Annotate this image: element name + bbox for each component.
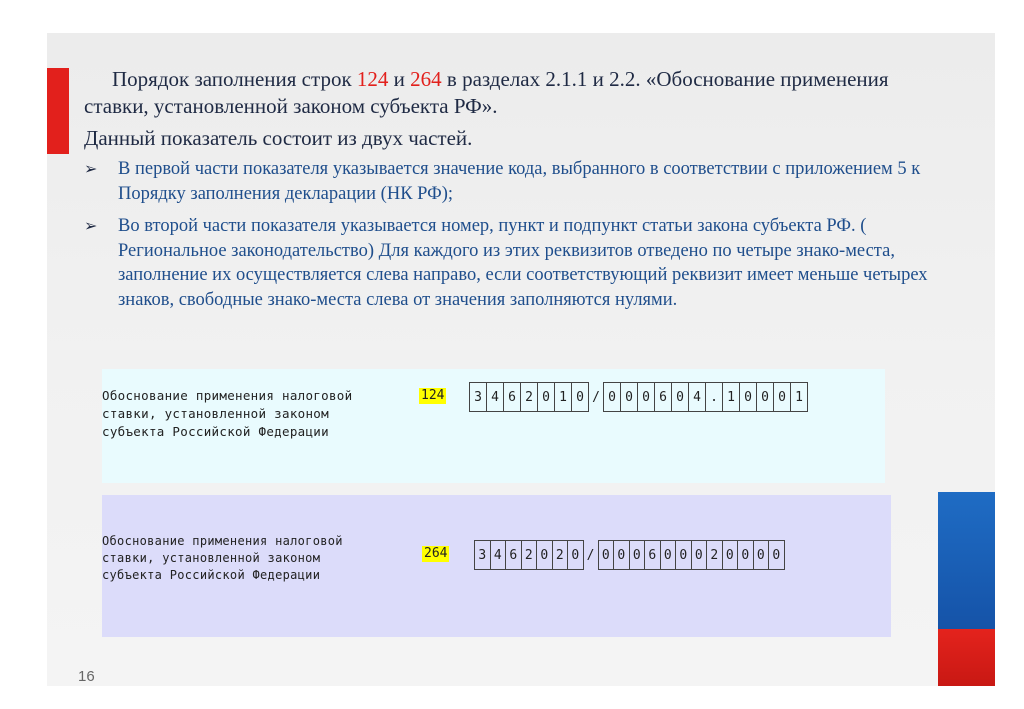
- intro-text: Данный показатель состоит из двух частей.: [84, 126, 473, 150]
- right-red-accent-bar: [938, 629, 995, 686]
- form-label-line: Обоснование применения налоговой: [102, 388, 353, 403]
- arrow-bullet-icon: ➢: [84, 159, 98, 178]
- digit-cell: 1: [555, 383, 572, 411]
- form-label-line: субъекта Российской Федерации: [102, 424, 329, 439]
- form-cells: [474, 540, 785, 570]
- digit-cell: 0: [638, 383, 655, 411]
- code-part-cells: [469, 382, 589, 412]
- digit-cell: 4: [491, 541, 507, 569]
- form-label: [102, 533, 343, 584]
- digit-cell: 2: [521, 383, 538, 411]
- line-code-badge: 124: [421, 388, 445, 403]
- form-label-line: Обоснование применения налоговой: [102, 534, 343, 548]
- form-example-264: [102, 495, 891, 637]
- title-text-part2: в разделах 2.1.1 и 2.2. «Обоснование применения ставки, установленной законом субъекта РФ».: [84, 67, 889, 118]
- digit-cell: 0: [571, 547, 580, 563]
- bullet-item: [84, 157, 954, 206]
- law-part-cells: [603, 382, 808, 412]
- digit-cell: 6: [504, 383, 521, 411]
- digit-cell: 0: [614, 541, 630, 569]
- form-cells: [469, 382, 808, 412]
- digit-cell: 0: [676, 541, 692, 569]
- digit-cell: 0: [774, 383, 791, 411]
- digit-cell: 4: [689, 383, 706, 411]
- digit-cell: 0: [661, 541, 677, 569]
- digit-cell: 6: [506, 541, 522, 569]
- line-code-badge: 264: [424, 546, 448, 561]
- title-text-part1: Порядок заполнения строк: [112, 67, 357, 91]
- digit-cell: 0: [630, 541, 646, 569]
- page-number: 16: [78, 668, 95, 685]
- form-label: [102, 387, 352, 441]
- digit-cell: 6: [645, 541, 661, 569]
- form-label-line: ставки, установленной законом: [102, 551, 321, 565]
- digit-cell: 0: [754, 541, 770, 569]
- title-line-number-124: 124: [356, 67, 389, 91]
- digit-cell: 0: [538, 383, 555, 411]
- digit-cell: 1: [723, 383, 740, 411]
- bullet-item: [84, 214, 954, 312]
- digit-cell: 0: [757, 383, 774, 411]
- digit-cell: 6: [655, 383, 672, 411]
- title-line-number-264: 264: [410, 67, 442, 91]
- right-blue-accent-bar: [938, 492, 995, 629]
- bullet-text: В первой части показателя указывается значение кода, выбранного в соответствии с приложением 5 к Порядку заполнения декларации (НК РФ);: [118, 159, 921, 204]
- title-and: и: [388, 67, 411, 91]
- digit-cell: 0: [772, 547, 781, 563]
- slash-separator: /: [592, 389, 600, 405]
- code-part-cells: [474, 540, 584, 570]
- digit-cell: 2: [553, 541, 569, 569]
- form-example-124: [102, 369, 885, 483]
- slash-separator: /: [586, 547, 595, 563]
- bullet-text: Во второй части показателя указывается номер, пункт и подпункт статьи закона субъекта РФ. ( Региональное законодательство) Для каждого из этих реквизитов отведено по четыре знако-места, заполнение их осуществляется слева направо, если соответствующий реквизит имеет меньше четырех знаков, свободные знако-места слева от значения заполняются нулями.: [118, 216, 928, 310]
- digit-cell: 3: [470, 383, 487, 411]
- dot-cell: .: [706, 383, 723, 411]
- digit-cell: 0: [537, 541, 553, 569]
- digit-cell: 0: [576, 389, 584, 405]
- digit-cell: 2: [522, 541, 538, 569]
- form-label-line: субъекта Российской Федерации: [102, 568, 321, 582]
- form-label-line: ставки, установленной законом: [102, 406, 329, 421]
- digit-cell: 2: [707, 541, 723, 569]
- left-red-accent-bar: [47, 68, 69, 154]
- arrow-bullet-icon: ➢: [84, 216, 98, 235]
- law-part-cells: [598, 540, 785, 570]
- digit-cell: 0: [599, 541, 615, 569]
- digit-cell: 3: [475, 541, 491, 569]
- digit-cell: 0: [740, 383, 757, 411]
- digit-cell: 0: [692, 541, 708, 569]
- digit-cell: 0: [672, 383, 689, 411]
- digit-cell: 0: [738, 541, 754, 569]
- digit-cell: 1: [795, 389, 803, 405]
- digit-cell: 0: [621, 383, 638, 411]
- digit-cell: 4: [487, 383, 504, 411]
- slide-title: [84, 66, 914, 120]
- digit-cell: 0: [723, 541, 739, 569]
- bullet-list: [84, 157, 954, 320]
- digit-cell: 0: [604, 383, 621, 411]
